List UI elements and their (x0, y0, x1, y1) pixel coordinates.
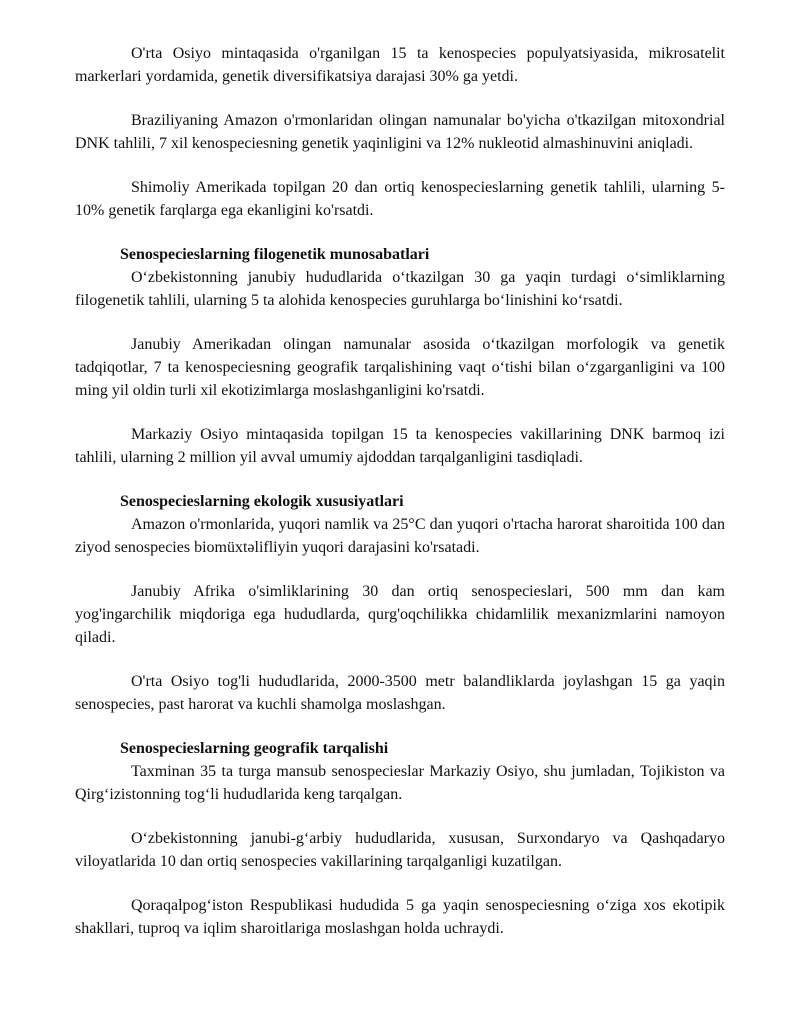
section-heading: Senospecieslarning filogenetik munosabatlari (120, 246, 430, 263)
section-heading: Senospecieslarning ekologik xususiyatlari (120, 493, 404, 510)
document-page (75, 42, 725, 940)
paragraph: Markaziy Osiyo mintaqasida topilgan 15 ta kenospecies vakillarining DNK barmoq izi tahlili, ularning 2 million yil avval umumiy ajdoddan tarqalganligini tasdiqladi. (75, 426, 725, 466)
paragraph: Braziliyaning Amazon o'rmonlaridan olingan namunalar bo'yicha o'tkazilgan mitoxondrial DNK tahlili, 7 xil kenospeciesning genetik yaqinligini va 12% nukleotid almashinuvini aniqladi. (75, 112, 725, 152)
paragraph: Qoraqalpog‘iston Respublikasi hududida 5 ga yaqin senospeciesning o‘ziga xos ekotipik shakllari, tuproq va iqlim sharoitlariga moslashgan holda uchraydi. (75, 897, 725, 937)
paragraph: O'rta Osiyo mintaqasida o'rganilgan 15 ta kenospecies populyatsiyasida, mikrosatelit markerlari yordamida, genetik diversifikatsiya darajasi 30% ga yetdi. (75, 45, 725, 85)
paragraph: O'rta Osiyo tog'li hududlarida, 2000-3500 metr balandliklarda joylashgan 15 ga yaqin senospecies, past harorat va kuchli shamolga moslashgan. (75, 673, 725, 713)
paragraph: Shimoliy Amerikada topilgan 20 dan ortiq kenospecieslarning genetik tahlili, ularning 5-10% genetik farqlarga ega ekanligini ko'rsatdi. (75, 179, 725, 219)
paragraph: Taxminan 35 ta turga mansub senospecieslar Markaziy Osiyo, shu jumladan, Tojikiston va Qirg‘izistonning tog‘li hududlarida keng tarqalgan. (75, 763, 725, 803)
paragraph: Janubiy Amerikadan olingan namunalar asosida o‘tkazilgan morfologik va genetik tadqiqotlar, 7 ta kenospeciesning geografik tarqalishining vaqt o‘tishi bilan o‘zgarganligini va 100 ming yil oldin turli xil ekotizimlarga moslashganligini ko'rsatdi. (75, 336, 725, 399)
section-heading: Senospecieslarning geografik tarqalishi (120, 740, 389, 757)
paragraph: Amazon o'rmonlarida, yuqori namlik va 25°C dan yuqori o'rtacha harorat sharoitida 100 dan ziyod senospecies biomüxtəlifliyin yuqori darajasini ko'rsatadi. (75, 516, 725, 556)
paragraph: Janubiy Afrika o'simliklarining 30 dan ortiq senospecieslari, 500 mm dan kam yog'ingarchilik miqdoriga ega hududlarda, qurg'oqchilikka chidamlilik mexanizmlarini namoyon qiladi. (75, 583, 725, 646)
paragraph: O‘zbekistonning janubiy hududlarida o‘tkazilgan 30 ga yaqin turdagi o‘simliklarning filogenetik tahlili, ularning 5 ta alohida kenospecies guruhlarga bo‘linishini ko‘rsatdi. (75, 269, 725, 309)
paragraph: O‘zbekistonning janubi-g‘arbiy hududlarida, xususan, Surxondaryo va Qashqadaryo viloyatlarida 10 dan ortiq senospecies vakillarining tarqalganligi kuzatilgan. (75, 830, 725, 870)
